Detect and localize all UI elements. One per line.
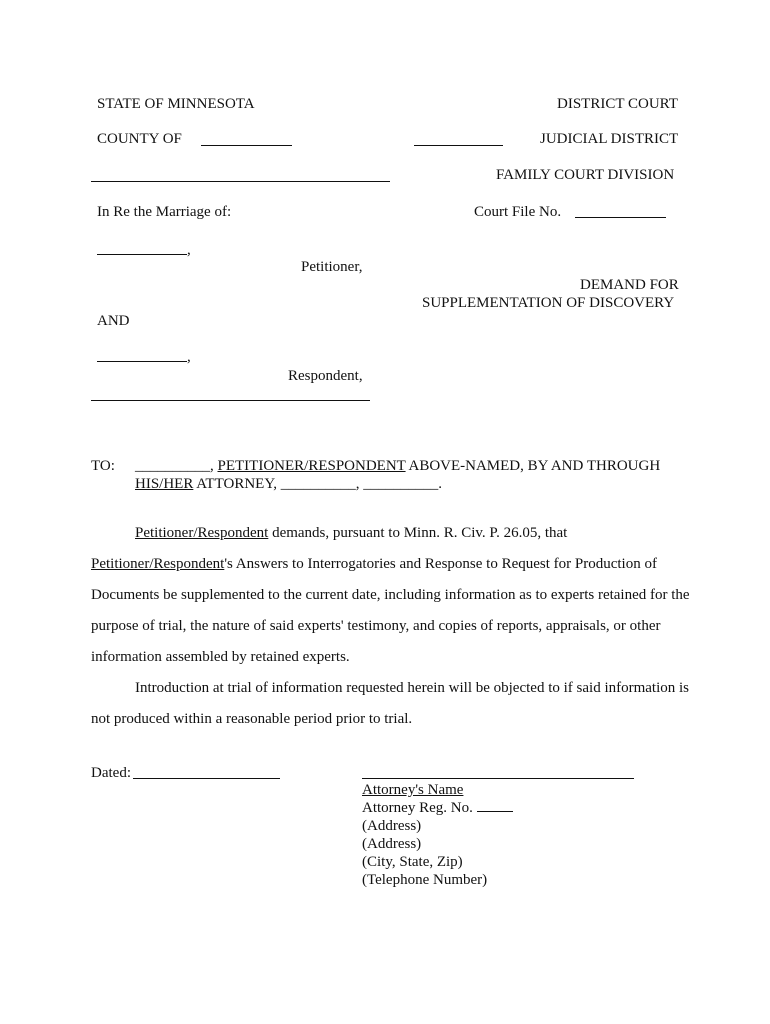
body-p1-line-1-text: demands, pursuant to Minn. R. Civ. P. 26.05, that [268,525,568,541]
to-blank-attorney-2[interactable]: __________ [363,476,439,492]
state-label: STATE OF MINNESOTA [97,96,255,112]
body-p1-line-5: information assembled by retained experts. [91,649,350,665]
court-file-label: Court File No. [474,204,562,220]
title-line-1: DEMAND FOR [580,277,679,293]
attorney-city: (City, State, Zip) [362,854,463,870]
petitioner-name-blank[interactable] [97,254,187,255]
to-end: . [438,476,442,492]
to-his-her: HIS/HER [135,476,194,492]
body-p2-line-2: not produced within a reasonable period prior to trial. [91,711,413,727]
to-blank-party[interactable]: __________ [135,458,210,474]
in-re-label: In Re the Marriage of: [97,204,232,220]
attorney-reg [362,799,513,817]
body-p1-party: Petitioner/Respondent [135,525,269,541]
to-rest-1: ABOVE-NAMED, BY AND THROUGH [405,458,661,474]
to-blank-attorney-1[interactable]: __________ [280,476,356,492]
court-label: DISTRICT COURT [557,96,678,112]
body-p1-line-4: purpose of trial, the nature of said experts' testimony, and copies of reports, appraisals, or other [91,618,661,634]
to-line-1 [135,457,660,475]
to-separator: , [210,458,218,474]
signature-line[interactable] [362,778,634,779]
attorney-address-2: (Address) [362,836,422,852]
attorney-address-1: (Address) [362,818,422,834]
division-label: FAMILY COURT DIVISION [496,167,675,183]
body-p1-line-3: Documents be supplemented to the current date, including information as to experts retained for the [91,587,690,603]
county-blank[interactable] [201,145,292,146]
to-line-2 [135,475,442,493]
dated-label: Dated: [91,765,131,781]
title-line-2: SUPPLEMENTATION OF DISCOVERY [422,295,675,311]
body-p1-line-1 [135,524,567,542]
petitioner-label: Petitioner, [301,259,363,275]
attorney-reg-label: Attorney Reg. No. [362,800,473,816]
dated-blank[interactable] [133,778,280,779]
body-p1-party-2: Petitioner/Respondent [91,556,225,572]
county-label: COUNTY OF [97,131,182,147]
petitioner-comma: , [187,242,191,258]
to-label: TO: [91,458,115,474]
caption-divider-bottom [91,400,370,401]
respondent-name-blank[interactable] [97,361,187,362]
and-label: AND [97,313,130,329]
to-rest-2: ATTORNEY, [193,476,281,492]
to-separator-2: , [355,476,364,492]
respondent-comma: , [187,349,191,365]
respondent-label: Respondent, [288,368,363,384]
court-file-blank[interactable] [575,217,666,218]
attorney-name: Attorney's Name [362,782,464,798]
attorney-reg-blank[interactable] [477,799,513,812]
judicial-district-label: JUDICIAL DISTRICT [540,131,679,147]
body-p2-line-1: Introduction at trial of information requested herein will be objected to if said information is [135,680,690,696]
to-party: PETITIONER/RESPONDENT [217,458,406,474]
district-number-blank[interactable] [414,145,503,146]
attorney-phone: (Telephone Number) [362,872,488,888]
body-p1-line-2-text: 's Answers to Interrogatories and Response to Request for Production of [224,556,657,572]
caption-divider-top [91,181,390,182]
body-p1-line-2 [91,555,657,573]
